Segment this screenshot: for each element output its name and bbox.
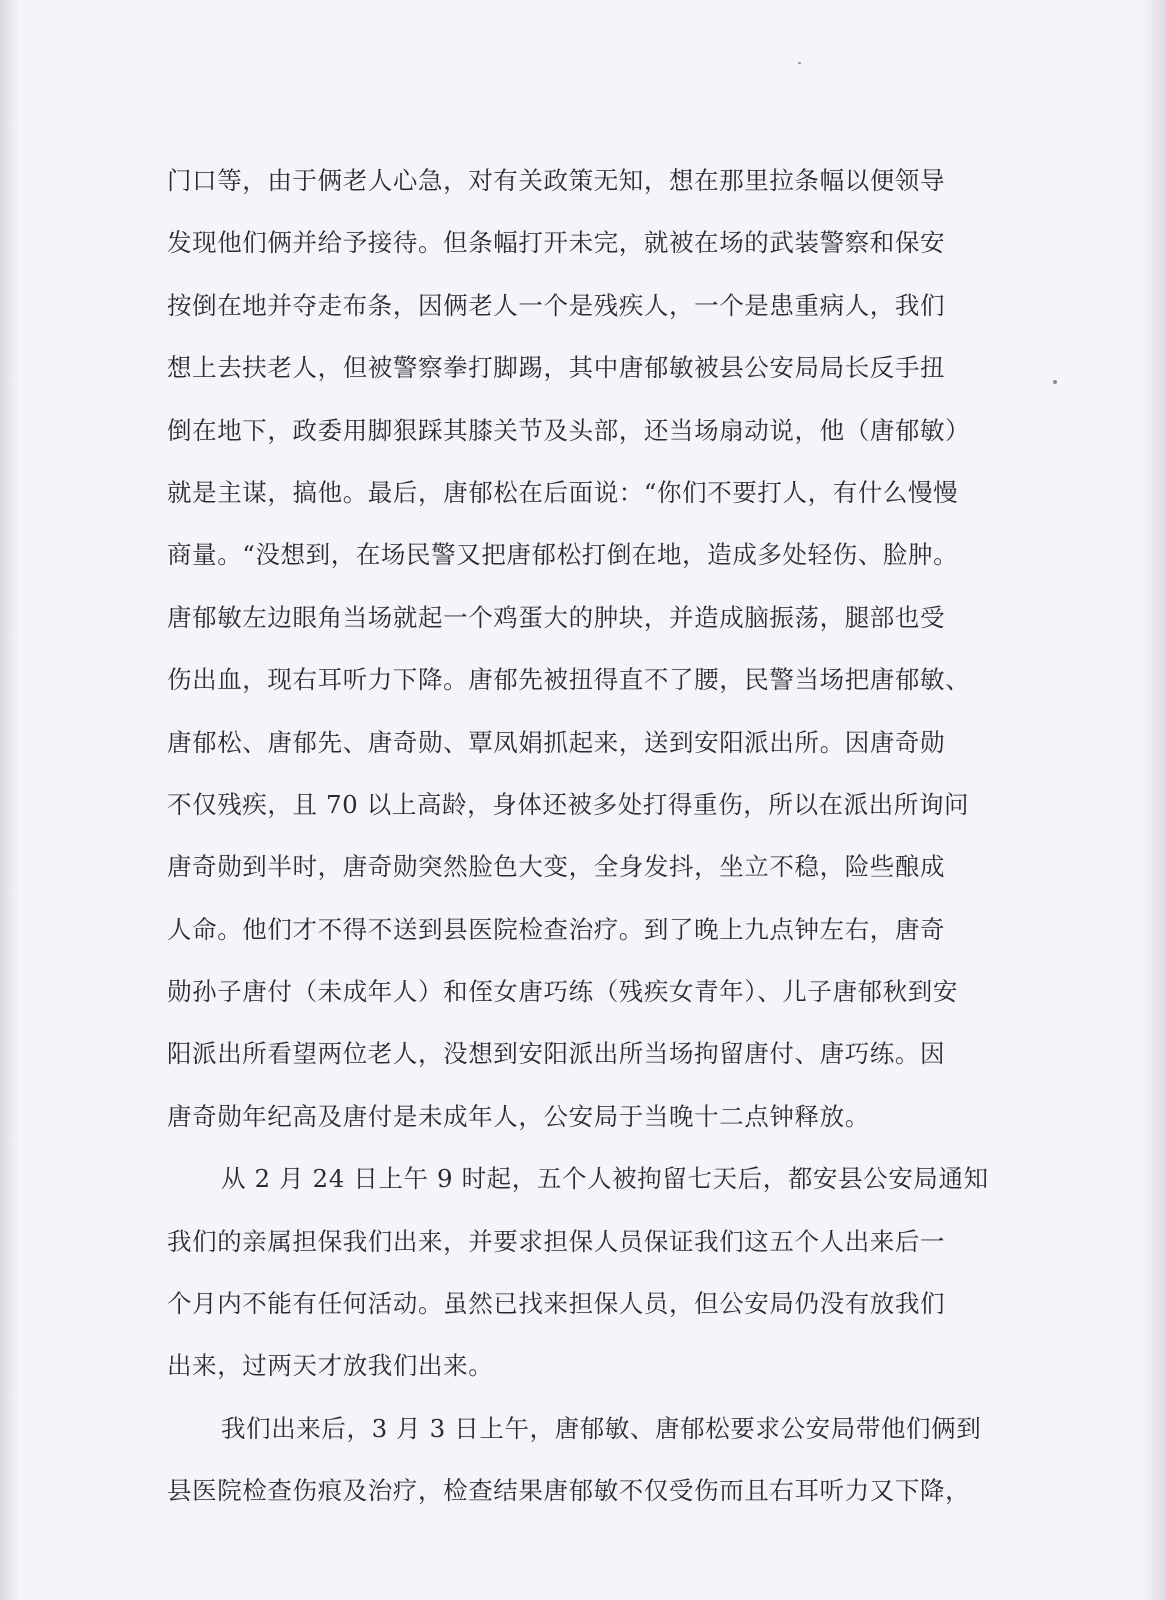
- text-line: 想上去扶老人，但被警察拳打脚踢，其中唐郁敏被县公安局局长反手扭: [167, 353, 946, 383]
- text-line: 勋孙子唐付（未成年人）和侄女唐巧练（残疾女青年）、儿子唐郁秋到安: [167, 977, 958, 1007]
- text-line: 发现他们俩并给予接待。但条幅打开未完，就被在场的武装警察和保安: [167, 228, 946, 258]
- scan-edge-left: [0, 0, 18, 1600]
- scan-speck: [1053, 380, 1057, 384]
- text-line: 伤出血，现右耳听力下降。唐郁先被扭得直不了腰，民警当场把唐郁敏、: [167, 665, 971, 695]
- text-line: 唐奇勋年纪高及唐付是未成年人，公安局于当晚十二点钟释放。: [167, 1101, 870, 1131]
- text-line: 商量。“没想到，在场民警又把唐郁松打倒在地，造成多处轻伤、脸肿。: [167, 540, 959, 570]
- text-line: 我们的亲属担保我们出来，并要求担保人员保证我们这五个人出来后一: [167, 1226, 946, 1256]
- text-line: 个月内不能有任何活动。虽然已找来担保人员，但公安局仍没有放我们: [167, 1289, 946, 1319]
- scan-speck: [798, 62, 801, 64]
- text-line: 唐奇勋到半时，唐奇勋突然脸色大变，全身发抖，坐立不稳，险些酿成: [167, 852, 946, 882]
- text-line: 按倒在地并夺走布条，因俩老人一个是残疾人，一个是患重病人，我们: [167, 290, 946, 320]
- text-line: 倒在地下，政委用脚狠踩其膝关节及头部，还当场扇动说，他（唐郁敏）: [167, 415, 971, 445]
- text-line: 就是主谋，搞他。最后，唐郁松在后面说：“你们不要打人，有什么慢慢: [167, 477, 959, 507]
- paragraph-first-line: 从 2 月 24 日上午 9 时起，五个人被拘留七天后，都安县公安局通知: [221, 1164, 989, 1194]
- text-line: 县医院检查伤痕及治疗，检查结果唐郁敏不仅受伤而且右耳听力又下降，: [167, 1476, 971, 1506]
- text-line: 门口等，由于俩老人心急，对有关政策无知，想在那里拉条幅以便领导: [167, 166, 946, 195]
- text-line: 阳派出所看望两位老人，没想到安阳派出所当场拘留唐付、唐巧练。因: [167, 1039, 946, 1069]
- scan-edge-right: [1144, 0, 1166, 1600]
- text-line: 人命。他们才不得不送到县医院检查治疗。到了晚上九点钟左右，唐奇: [167, 914, 946, 944]
- text-line: 唐郁敏左边眼角当场就起一个鸡蛋大的肿块，并造成脑振荡，腿部也受: [167, 602, 946, 632]
- document-body: [167, 150, 1017, 1523]
- text-line: 唐郁松、唐郁先、唐奇勋、覃凤娟抓起来，送到安阳派出所。因唐奇勋: [167, 727, 946, 757]
- text-line: 不仅残疾，且 70 以上高龄，身体还被多处打得重伤，所以在派出所询问: [167, 789, 970, 819]
- text-line: 出来，过两天才放我们出来。: [167, 1351, 494, 1381]
- paragraph-first-line: 我们出来后，3 月 3 日上午，唐郁敏、唐郁松要求公安局带他们俩到: [221, 1413, 982, 1443]
